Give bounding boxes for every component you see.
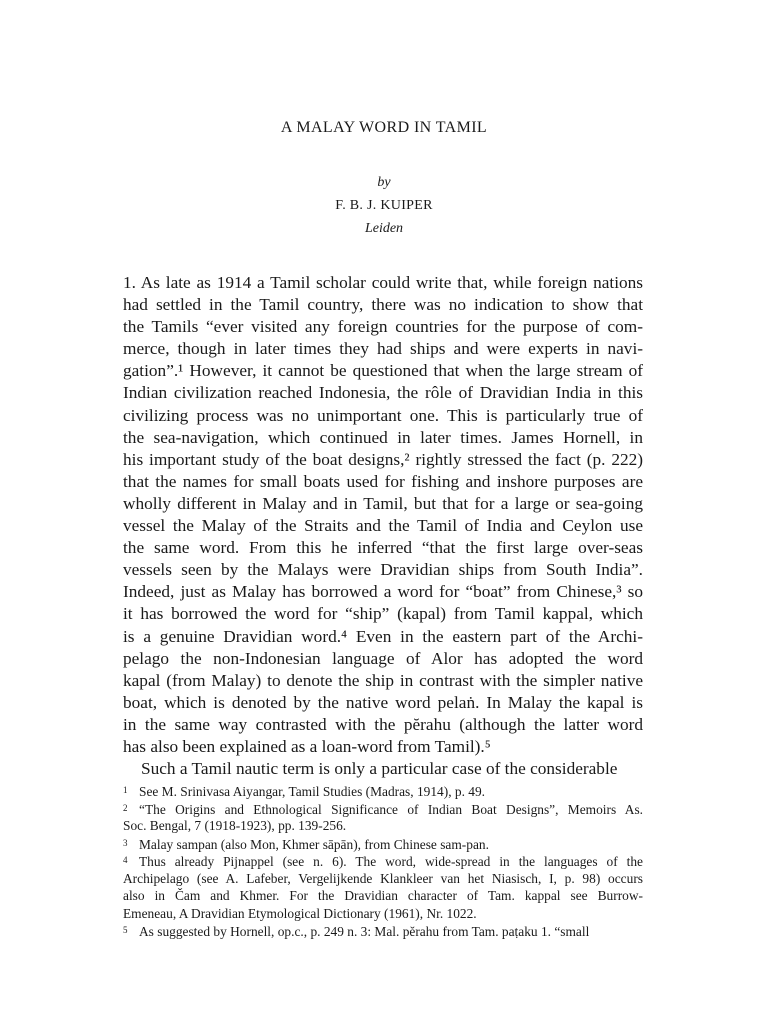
author-name: F. B. J. KUIPER bbox=[335, 198, 433, 213]
paragraph-1-line: is a genuine Dravidian word.⁴ Even in the eastern part of the Archi- bbox=[123, 626, 643, 646]
paragraph-1-line: gation”.¹ However, it cannot be questioned that when the large stream of bbox=[123, 361, 643, 381]
article-title: A MALAY WORD IN TAMIL bbox=[280, 119, 488, 136]
paragraph-1-line: vessel the Malay of the Straits and the Tamil of India and Ceylon use bbox=[123, 516, 643, 536]
paragraph-1-line: his important study of the boat designs,² rightly stressed the fact (p. 222) bbox=[123, 449, 643, 469]
paragraph-1-line: pelago the non-Indonesian language of Alor has adopted the word bbox=[123, 648, 643, 668]
footnote-text: “The Origins and Ethnological Significance of Indian Boat Designs”, Memoirs As. bbox=[139, 801, 643, 817]
footnote-text: Archipelago (see A. Lafeber, Vergelijkende Klankleer van het Niasisch, I, p. 98) occurs bbox=[123, 870, 643, 886]
footnote-number: 3 bbox=[123, 837, 128, 848]
paragraph-1-line: had settled in the Tamil country, there was no indication to show that bbox=[123, 295, 643, 315]
footnote-text: Soc. Bengal, 7 (1918-1923), pp. 139-256. bbox=[123, 818, 347, 833]
footnote-line bbox=[123, 870, 643, 888]
paragraph-1-line: that the names for small boats used for fishing and inshore purposes are bbox=[123, 471, 643, 491]
footnote-line bbox=[123, 800, 643, 818]
paragraph-1-line: civilizing process was no unimportant one. This is particularly true of bbox=[123, 405, 643, 425]
footnote-line bbox=[123, 922, 643, 940]
footnote-text: Malay sampan (also Mon, Khmer sāpān), from Chinese sam-pan. bbox=[139, 836, 489, 852]
paragraph-1-line: kapal (from Malay) to denote the ship in contrast with the simpler native bbox=[123, 670, 643, 690]
footnote-number: 5 bbox=[123, 925, 128, 935]
paragraph-1-line: in the same way contrasted with the pĕrahu (although the latter word bbox=[123, 714, 643, 734]
footnote-number: 2 bbox=[123, 802, 128, 813]
footnotes bbox=[123, 782, 643, 940]
paragraph-1-line: wholly different in Malay and in Tamil, but that for a large or sea-going bbox=[123, 493, 643, 513]
byline-by: by bbox=[377, 175, 391, 190]
paragraph-1-line: 1. As late as 1914 a Tamil scholar could write that, while foreign nations bbox=[123, 273, 643, 292]
paragraph-1 bbox=[123, 272, 643, 758]
paragraph-2-line: Such a Tamil nautic term is only a particular case of the considerable bbox=[141, 759, 618, 778]
paragraph-1-line: has also been explained as a loan-word from Tamil).⁵ bbox=[123, 736, 491, 756]
paragraph-1-line: Indian civilization reached Indonesia, the rôle of Dravidian India in this bbox=[123, 383, 643, 403]
footnote-text: Emeneau, A Dravidian Etymological Dictionary (1961), Nr. 1022. bbox=[123, 905, 477, 921]
footnote-line bbox=[123, 887, 643, 905]
paragraph-1-line: Indeed, just as Malay has borrowed a word for “boat” from Chinese,³ so bbox=[123, 582, 643, 602]
paragraph-1-line: the Tamils “ever visited any foreign countries for the purpose of com- bbox=[123, 317, 643, 337]
paragraph-1-line: it has borrowed the word for “ship” (kapal) from Tamil kappal, which bbox=[123, 604, 643, 624]
paragraph-2 bbox=[123, 758, 643, 780]
footnote-line bbox=[123, 782, 643, 800]
paragraph-1-line: merce, though in later times they had ships and were experts in navi- bbox=[123, 339, 643, 359]
footnote-text: See M. Srinivasa Aiyangar, Tamil Studies (Madras, 1914), p. 49. bbox=[139, 784, 486, 799]
footnote-line bbox=[123, 817, 643, 835]
footnote-line bbox=[123, 852, 643, 870]
paragraph-1-line: vessels seen by the Malays were Dravidian ships from South India”. bbox=[123, 560, 643, 580]
footnote-line bbox=[123, 835, 643, 853]
footnote-number: 1 bbox=[123, 785, 128, 795]
paragraph-1-line: the sea-navigation, which continued in later times. James Hornell, in bbox=[123, 427, 643, 447]
footnote-text: also in Čam and Khmer. For the Dravidian character of Tam. kappal see Burrow- bbox=[123, 888, 643, 903]
author-affiliation: Leiden bbox=[364, 221, 404, 236]
paragraph-1-line: boat, which is denoted by the native word pelaṅ. In Malay the kapal is bbox=[123, 692, 643, 712]
paragraph-1-line: the same word. From this he inferred “that the first large over-seas bbox=[123, 538, 643, 558]
footnote-line bbox=[123, 905, 643, 923]
footnote-text: As suggested by Hornell, op.c., p. 249 n. 3: Mal. pĕrahu from Tam. paṭaku 1. “small bbox=[139, 924, 590, 939]
footnote-number: 4 bbox=[123, 855, 128, 865]
footnote-text: Thus already Pijnappel (see n. 6). The word, wide-spread in the languages of the bbox=[139, 854, 643, 869]
